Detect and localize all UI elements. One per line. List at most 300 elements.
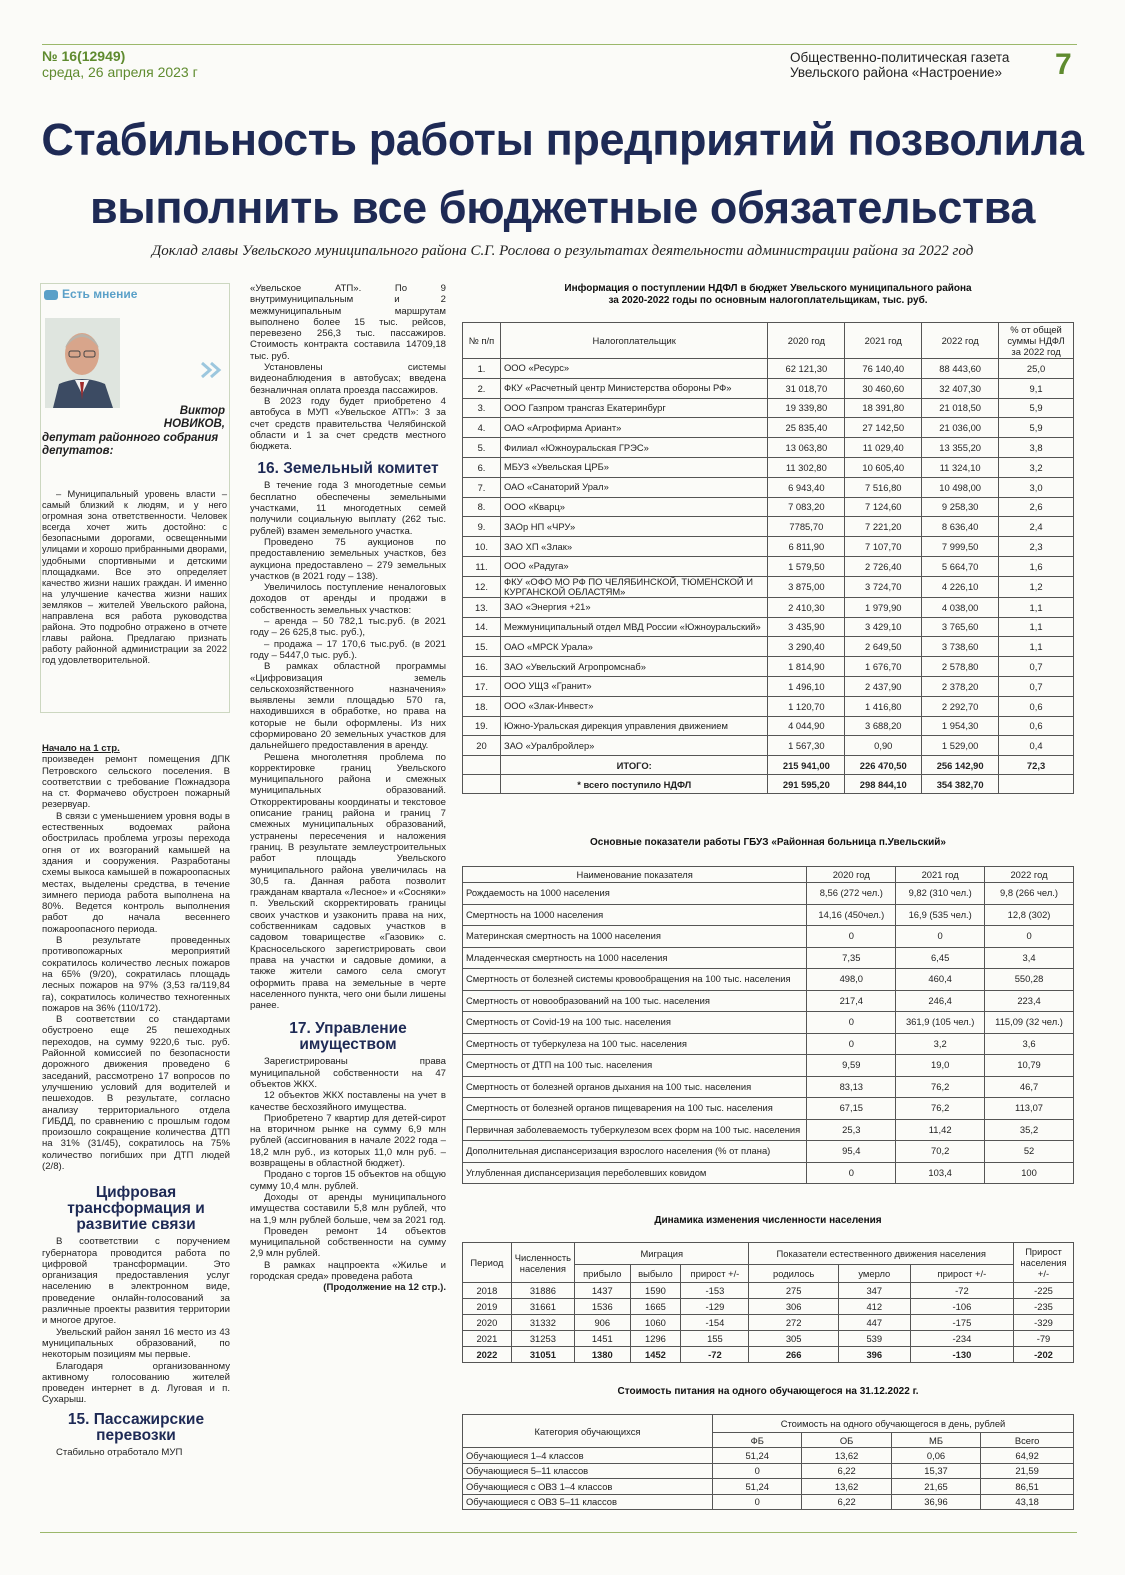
- section-heading-digital: Цифровая трансформация и развитие связи: [67, 1184, 205, 1234]
- value-cell: 7.: [463, 477, 501, 497]
- paragraph: – продажа – 17 170,6 тыс.руб. (в 2021 году – 5447,0 тыс. руб.).: [250, 638, 446, 661]
- col-header-year: 2021 год: [896, 867, 985, 883]
- health-table-title: Основные показатели работы ГБУЗ «Районная больница п.Увельский»: [590, 837, 946, 848]
- taxpayer-cell: ООО УЩЗ «Гранит»: [500, 676, 767, 696]
- value-cell: 1452: [630, 1347, 681, 1363]
- value-cell: 6,22: [802, 1494, 891, 1510]
- value-cell: 539: [838, 1331, 910, 1347]
- col-subheader: родилось: [749, 1265, 838, 1283]
- table-row: [463, 1033, 1074, 1055]
- value-cell: 1 496,10: [768, 676, 845, 696]
- value-cell: 3,8: [999, 438, 1074, 458]
- table-row: [463, 1283, 1074, 1299]
- table-row: [463, 438, 1074, 458]
- issue-block: [42, 48, 198, 80]
- food-table: [462, 1414, 1074, 1510]
- paragraph: Установлены системы видеонаблюдения в автобусах; введена безналичная оплата проезда пассажиров.: [250, 362, 446, 396]
- value-cell: 10 498,00: [922, 477, 999, 497]
- title-line-2: выполнить все бюджетные обязательства: [90, 182, 1035, 233]
- value-cell: 3 765,60: [922, 617, 999, 637]
- value-cell: 0,7: [999, 657, 1074, 677]
- table-row: [463, 736, 1074, 756]
- quote-mark-icon: [196, 355, 226, 385]
- taxpayer-cell: ФКУ «ОФО МО РФ ПО ЧЕЛЯБИНСКОЙ, ТЮМЕНСКОЙ И КУРГАНСКОЙ ОБЛАСТЯМ»: [500, 576, 767, 597]
- value-cell: 2021: [463, 1331, 512, 1347]
- col-subheader: прирост +/-: [910, 1265, 1013, 1283]
- value-cell: 16,9 (535 чел.): [896, 904, 985, 926]
- value-cell: 2 437,90: [845, 676, 922, 696]
- value-cell: 31253: [511, 1331, 574, 1347]
- paragraph: В рамках нацпроекта «Жилье и городская среда» проведена работа: [250, 1259, 446, 1283]
- column-1: [42, 743, 230, 1458]
- value-cell: 18.: [463, 696, 501, 716]
- table-row: [463, 969, 1074, 991]
- taxpayer-cell: Филиал «Южноуральская ГРЭС»: [500, 438, 767, 458]
- value-cell: 21 036,00: [922, 418, 999, 438]
- value-cell: 76,2: [896, 1098, 985, 1120]
- value-cell: 19,0: [896, 1055, 985, 1077]
- paragraph: Увеличилось поступление неналоговых доходов от аренды и продажи в собственность земельных участков:: [250, 582, 446, 616]
- value-cell: 32 407,30: [922, 378, 999, 398]
- table-row: [463, 398, 1074, 418]
- table-row: [463, 517, 1074, 537]
- paragraph: Благодаря организованному активному голосованию жителей проведен интернет в д. Луговая и п. Сухарыш.: [42, 1360, 230, 1406]
- table-row: [463, 904, 1074, 926]
- table-row: [463, 556, 1074, 576]
- value-cell: 2018: [463, 1283, 512, 1299]
- value-cell: 2022: [463, 1347, 512, 1363]
- value-cell: 4 226,10: [922, 576, 999, 597]
- value-cell: 14,16 (450чел.): [807, 904, 896, 926]
- taxpayer-cell: ЗАОр НП «ЧРУ»: [500, 517, 767, 537]
- value-cell: -106: [910, 1299, 1013, 1315]
- value-cell: 3,0: [999, 477, 1074, 497]
- value-cell: 2 649,50: [845, 637, 922, 657]
- value-cell: -130: [910, 1347, 1013, 1363]
- value-cell: 15,37: [891, 1463, 980, 1479]
- value-cell: 62 121,30: [768, 359, 845, 379]
- value-cell: -79: [1014, 1331, 1074, 1347]
- value-cell: 13,62: [802, 1448, 891, 1464]
- col-header-migration: Миграция: [575, 1243, 749, 1265]
- value-cell: 76 140,40: [845, 359, 922, 379]
- table-row: [463, 657, 1074, 677]
- col-subheader: умерло: [838, 1265, 910, 1283]
- value-cell: -129: [681, 1299, 749, 1315]
- value-cell: 906: [575, 1315, 631, 1331]
- section-heading-property: 17. Управление имуществом: [289, 1020, 407, 1054]
- paper-name: [790, 50, 1030, 80]
- value-cell: 13,62: [802, 1479, 891, 1495]
- indicator-cell: Смертность от болезней системы кровообращения на 100 тыс. населения: [463, 969, 807, 991]
- table-row: [463, 1299, 1074, 1315]
- value-cell: 3.: [463, 398, 501, 418]
- paragraph: В связи с уменьшением уровня воды в естественных водоемах района обострилась проблема угрозы перехода огня от их возгораний камышей на здания и сооружения. Разработаны схемы выкоса камышей в пожароопасных местах, выделены средства, в течение зимнего периода работа выполнена на 80%. Ведется контроль выполнения работ до начала весеннего пожароопасного периода.: [42, 810, 230, 935]
- value-cell: 12,8 (302): [985, 904, 1074, 926]
- all-value: 291 595,20: [768, 775, 845, 794]
- value-cell: 1.: [463, 359, 501, 379]
- taxpayer-cell: ООО «Кварц»: [500, 497, 767, 517]
- value-cell: 2019: [463, 1299, 512, 1315]
- value-cell: 3 290,40: [768, 637, 845, 657]
- value-cell: 361,9 (105 чел.): [896, 1012, 985, 1034]
- table-row: [463, 716, 1074, 736]
- table-row: [463, 883, 1074, 905]
- value-cell: 7 107,70: [845, 537, 922, 557]
- value-cell: 31 018,70: [768, 378, 845, 398]
- author-photo: [45, 318, 120, 408]
- category-cell: Обучающиеся 5–11 классов: [463, 1463, 713, 1479]
- continuation-note: Начало на 1 стр.: [42, 743, 120, 754]
- value-cell: 86,51: [981, 1479, 1074, 1495]
- value-cell: -175: [910, 1315, 1013, 1331]
- indicator-cell: Смертность от ДТП на 100 тыс. населения: [463, 1055, 807, 1077]
- value-cell: 0,7: [999, 676, 1074, 696]
- author-first-name: Виктор: [179, 405, 225, 417]
- table-row: [463, 1315, 1074, 1331]
- section-heading-land: 16. Земельный комитет: [257, 460, 439, 478]
- taxpayer-cell: ООО Газпром трансгаз Екатеринбург: [500, 398, 767, 418]
- taxpayer-cell: ЗАО «Уралбройлер»: [500, 736, 767, 756]
- paragraph: Увельский район занял 16 место из 43 муниципальных образований, по некоторым позициям мы первые.: [42, 1326, 230, 1361]
- table-row: [463, 1494, 1074, 1510]
- value-cell: 460,4: [896, 969, 985, 991]
- value-cell: 9,1: [999, 378, 1074, 398]
- value-cell: 31332: [511, 1315, 574, 1331]
- paragraph: Доходы от аренды муниципального имущества составили 5,8 млн рублей, что на 1,9 млн рублей больше, чем за 2021 год.: [250, 1191, 446, 1226]
- value-cell: 3 429,10: [845, 617, 922, 637]
- all-value: 298 844,10: [845, 775, 922, 794]
- value-cell: 31886: [511, 1283, 574, 1299]
- indicator-cell: Смертность от новообразований на 100 тыс. населения: [463, 990, 807, 1012]
- chat-icon: [44, 290, 58, 300]
- value-cell: 3 738,60: [922, 637, 999, 657]
- value-cell: 6.: [463, 457, 501, 477]
- value-cell: 0,06: [891, 1448, 980, 1464]
- value-cell: 31661: [511, 1299, 574, 1315]
- value-cell: 2020: [463, 1315, 512, 1331]
- value-cell: 88 443,60: [922, 359, 999, 379]
- opinion-heading: [44, 287, 137, 301]
- value-cell: 1380: [575, 1347, 631, 1363]
- value-cell: 0,6: [999, 696, 1074, 716]
- value-cell: 3,6: [985, 1033, 1074, 1055]
- taxpayer-cell: ОАО «Санаторий Урал»: [500, 477, 767, 497]
- value-cell: 1590: [630, 1283, 681, 1299]
- value-cell: 2,4: [999, 517, 1074, 537]
- value-cell: 35,2: [985, 1119, 1074, 1141]
- total-value: 72,3: [999, 756, 1074, 775]
- issue-number: № 16(12949): [42, 48, 126, 64]
- value-cell: 2,6: [999, 497, 1074, 517]
- value-cell: 11 302,80: [768, 457, 845, 477]
- col-header-period: Период: [463, 1243, 512, 1283]
- value-cell: 18 391,80: [845, 398, 922, 418]
- value-cell: 4 044,90: [768, 716, 845, 736]
- ndfl-table-title: [462, 283, 1074, 307]
- value-cell: -72: [910, 1283, 1013, 1299]
- author-last-name: НОВИКОВ,: [163, 418, 225, 430]
- taxpayer-cell: Южно-Уральская дирекция управления движением: [500, 716, 767, 736]
- category-cell: Обучающиеся с ОВЗ 5–11 классов: [463, 1494, 713, 1510]
- value-cell: 7 124,60: [845, 497, 922, 517]
- value-cell: 27 142,50: [845, 418, 922, 438]
- value-cell: 272: [749, 1315, 838, 1331]
- ndfl-title-line2: за 2020-2022 годы по основным налогоплательщикам, тыс. руб.: [608, 295, 928, 306]
- paragraph: В 2023 году будет приобретено 4 автобуса в МУП «Увельское АТП»: 3 за счет средств правительства Челябинской области и 1 за счет средств местного бюджета.: [250, 395, 446, 453]
- total-row: [463, 756, 1074, 775]
- value-cell: 3 688,20: [845, 716, 922, 736]
- value-cell: 46,7: [985, 1076, 1074, 1098]
- category-cell: Обучающиеся 1–4 классов: [463, 1448, 713, 1464]
- indicator-cell: Смертность от болезней органов пищеварения на 100 тыс. населения: [463, 1098, 807, 1120]
- population-table-title: Динамика изменения численности населения: [654, 1215, 882, 1226]
- paragraph: Стабильно отработало МУП: [56, 1446, 183, 1458]
- opinion-paragraph: – Муниципальный уровень власти – самый близкий к людям, и у него огромная зона ответственности. Человек всегда хочет жить достойно: с безопасными дорогами, освещенными улицами и хорошо прибранными дворами, удобными спортивными и детскими площадками. Все это определяет качество жизни наших граждан. И именно на улучшение качества жизни наших земляков – жителей Увельского района, направлена вся работа руководства района. Это подробно отражено в отчете главы района. Предлагаю признать работу районной администрации за 2022 год удовлетворительной.: [42, 489, 227, 666]
- value-cell: 17.: [463, 676, 501, 696]
- value-cell: 103,4: [896, 1162, 985, 1184]
- value-cell: 2 578,80: [922, 657, 999, 677]
- col-header-2022: 2022 год: [922, 323, 999, 359]
- food-table-title: Стоимость питания на одного обучающегося на 31.12.2022 г.: [617, 1386, 919, 1397]
- value-cell: 3,4: [985, 947, 1074, 969]
- col-header-indicator: Наименование показателя: [463, 867, 807, 883]
- value-cell: 3 435,90: [768, 617, 845, 637]
- value-cell: 43,18: [981, 1494, 1074, 1510]
- value-cell: 36,96: [891, 1494, 980, 1510]
- table-row: [463, 418, 1074, 438]
- paragraph: Проведен ремонт 14 объектов муниципальной собственности на сумму 2,9 млн рублей.: [250, 1225, 446, 1260]
- value-cell: 1,1: [999, 617, 1074, 637]
- indicator-cell: Смертность от туберкулеза на 100 тыс. населения: [463, 1033, 807, 1055]
- taxpayer-cell: Межмуниципальный отдел МВД России «Южноуральский»: [500, 617, 767, 637]
- total-value: 256 142,90: [922, 756, 999, 775]
- table-row: [463, 1141, 1074, 1163]
- value-cell: 7 999,50: [922, 537, 999, 557]
- table-row: [463, 1448, 1074, 1464]
- value-cell: -225: [1014, 1283, 1074, 1299]
- paragraph: Зарегистрированы права муниципальной собственности на 47 объектов ЖКХ.: [250, 1056, 446, 1090]
- value-cell: 412: [838, 1299, 910, 1315]
- author-role: депутат районного собрания депутатов:: [42, 432, 219, 457]
- population-table: [462, 1242, 1074, 1363]
- value-cell: 6,45: [896, 947, 985, 969]
- value-cell: 11,42: [896, 1119, 985, 1141]
- value-cell: 396: [838, 1347, 910, 1363]
- value-cell: 1 529,00: [922, 736, 999, 756]
- value-cell: 2 378,20: [922, 676, 999, 696]
- value-cell: 9.: [463, 517, 501, 537]
- value-cell: 76,2: [896, 1076, 985, 1098]
- value-cell: 1 567,30: [768, 736, 845, 756]
- value-cell: 7785,70: [768, 517, 845, 537]
- table-row: [463, 947, 1074, 969]
- value-cell: 11.: [463, 556, 501, 576]
- value-cell: 347: [838, 1283, 910, 1299]
- value-cell: 1 954,30: [922, 716, 999, 736]
- all-label: * всего поступило НДФЛ: [500, 775, 767, 794]
- indicator-cell: Рождаемость на 1000 населения: [463, 883, 807, 905]
- table-row: [463, 576, 1074, 597]
- indicator-cell: Смертность от Covid-19 на 100 тыс. населения: [463, 1012, 807, 1034]
- taxpayer-cell: ОАО «Агрофирма Ариант»: [500, 418, 767, 438]
- section-heading-transport: 15. Пассажирские перевозки: [67, 1410, 205, 1444]
- value-cell: 246,4: [896, 990, 985, 1012]
- value-cell: 7 083,20: [768, 497, 845, 517]
- value-cell: 115,09 (32 чел.): [985, 1012, 1074, 1034]
- title-line-1: Стабильность работы предприятий позволила: [41, 114, 1084, 165]
- value-cell: 5 664,70: [922, 556, 999, 576]
- paragraph: произведен ремонт помещения ДПК Петровского сельского поселения. В соответствии с требование Пожнадзора на ст. Формачево обустроен пожарный резервуар.: [42, 754, 230, 811]
- portrait-illustration: [45, 318, 120, 408]
- table-row: [463, 1055, 1074, 1077]
- value-cell: 1 416,80: [845, 696, 922, 716]
- value-cell: 0: [807, 1162, 896, 1184]
- value-cell: 7 516,80: [845, 477, 922, 497]
- value-cell: 2 726,40: [845, 556, 922, 576]
- table-row: [463, 477, 1074, 497]
- col-header-natural: Показатели естественного движения населения: [749, 1243, 1014, 1265]
- value-cell: 3 875,00: [768, 576, 845, 597]
- paragraph: Решена многолетняя проблема по корректировке границ Увельского муниципального района и смежных муниципальных образований. Откорректированы координаты и текстовое описание границ района и границ 7 смежных муниципальных образований, устранены пересечения и наложения границ. В результате землеустроительных работ площадь Увельского муниципального района увеличилась на 30,5 га. Данная работа позволит гражданам квартала «Лесное» и «Сосняки» п. Увельский скорректировать границы своих участков и узаконить права на них, собственникам садовых участков в садовом товариществе «Газовик» с. Красносельского зарегистрировать свои права на участки и садовые домики, а также жители самого села смогут оформить права на земельные в черте населенного пункта, чего они были лишены ранее.: [250, 751, 446, 1012]
- col-header-growth: Прирост населения +/-: [1014, 1243, 1074, 1283]
- value-cell: 7 221,20: [845, 517, 922, 537]
- indicator-cell: Смертность на 1000 населения: [463, 904, 807, 926]
- col-header-2021: 2021 год: [845, 323, 922, 359]
- value-cell: 2 410,30: [768, 597, 845, 617]
- value-cell: 11 029,40: [845, 438, 922, 458]
- taxpayer-cell: ФКУ «Расчетный центр Министерства обороны РФ»: [500, 378, 767, 398]
- col-subheader: Всего: [981, 1433, 1074, 1448]
- table-row: [463, 637, 1074, 657]
- col-subheader: прирост +/-: [681, 1265, 749, 1283]
- taxpayer-cell: ОАО «МРСК Урала»: [500, 637, 767, 657]
- col-subheader: ОБ: [802, 1433, 891, 1448]
- value-cell: 266: [749, 1347, 838, 1363]
- value-cell: 2.: [463, 378, 501, 398]
- indicator-cell: Первичная заболеваемость туберкулезом всех форм на 100 тыс. населения: [463, 1119, 807, 1141]
- table-row: [463, 497, 1074, 517]
- taxpayer-cell: ООО «Ресурс»: [500, 359, 767, 379]
- value-cell: -153: [681, 1283, 749, 1299]
- col-header-year: 2020 год: [807, 867, 896, 883]
- value-cell: 1437: [575, 1283, 631, 1299]
- value-cell: 0: [713, 1494, 802, 1510]
- value-cell: 305: [749, 1331, 838, 1347]
- value-cell: 306: [749, 1299, 838, 1315]
- table-row: [463, 597, 1074, 617]
- empty-cell: [463, 756, 501, 775]
- value-cell: 64,92: [981, 1448, 1074, 1464]
- value-cell: 5,9: [999, 418, 1074, 438]
- value-cell: 21 018,50: [922, 398, 999, 418]
- empty-cell: [999, 775, 1074, 794]
- value-cell: 9,8 (266 чел.): [985, 883, 1074, 905]
- value-cell: 3,2: [896, 1033, 985, 1055]
- table-row: [463, 1347, 1074, 1363]
- value-cell: 550,28: [985, 969, 1074, 991]
- value-cell: 3,2: [999, 457, 1074, 477]
- value-cell: 0: [896, 926, 985, 948]
- value-cell: 51,24: [713, 1479, 802, 1495]
- total-value: 226 470,50: [845, 756, 922, 775]
- value-cell: 1665: [630, 1299, 681, 1315]
- paragraph: В течение года 3 многодетные семьи бесплатно обеспечены земельными участками, 11 многодетных семей получили социальную выплату (262 тыс. рублей) взамен земельного участка.: [250, 480, 446, 537]
- table-row: [463, 1076, 1074, 1098]
- empty-cell: [463, 775, 501, 794]
- paragraph: В соответствии с поручением губернатора проводится работа по цифровой трансформации. Это организация предоставления услуг населению в электронном виде, проведение онлайн-голосований за различные проекты развития территории и многое другое.: [42, 1236, 230, 1327]
- value-cell: 1060: [630, 1315, 681, 1331]
- value-cell: 6 943,40: [768, 477, 845, 497]
- value-cell: 10.: [463, 537, 501, 557]
- value-cell: -234: [910, 1331, 1013, 1347]
- value-cell: 1 676,70: [845, 657, 922, 677]
- health-table: [462, 866, 1074, 1184]
- table-row: [463, 1162, 1074, 1184]
- value-cell: 19.: [463, 716, 501, 736]
- col-header-cost: Стоимость на одного обучающегося в день, рублей: [713, 1415, 1074, 1433]
- value-cell: 13 063,80: [768, 438, 845, 458]
- value-cell: 0,4: [999, 736, 1074, 756]
- taxpayer-cell: ООО «Радуга»: [500, 556, 767, 576]
- value-cell: -235: [1014, 1299, 1074, 1315]
- all-value: 354 382,70: [922, 775, 999, 794]
- col-header-2020: 2020 год: [768, 323, 845, 359]
- value-cell: 16.: [463, 657, 501, 677]
- continuation-link: (Продолжение на 12 стр.).: [323, 1282, 446, 1294]
- value-cell: 20: [463, 736, 501, 756]
- value-cell: 9,82 (310 чел.): [896, 883, 985, 905]
- table-row: [463, 457, 1074, 477]
- value-cell: 95,4: [807, 1141, 896, 1163]
- paragraph: В результате проведенных противопожарных мероприятий сократилось количество лесных пожаров на 65% (9/20), сократилась площадь лесных пожаров на 97% (3,53 га/119,84 га), сократилось количество техногенных пожаров на 36% (110/172).: [42, 935, 230, 1014]
- value-cell: 0: [807, 1033, 896, 1055]
- indicator-cell: Младенческая смертность на 1000 населения: [463, 947, 807, 969]
- table-row: [463, 617, 1074, 637]
- value-cell: 0,90: [845, 736, 922, 756]
- taxpayer-cell: ЗАО ХП «Злак»: [500, 537, 767, 557]
- value-cell: 498,0: [807, 969, 896, 991]
- value-cell: 14.: [463, 617, 501, 637]
- paragraph: Продано с торгов 15 объектов на общую сумму 10,4 млн. рублей.: [250, 1169, 446, 1192]
- col-subheader: выбыло: [630, 1265, 681, 1283]
- value-cell: 13 355,20: [922, 438, 999, 458]
- value-cell: 223,4: [985, 990, 1074, 1012]
- table-row: [463, 359, 1074, 379]
- col-header-category: Категория обучающихся: [463, 1415, 713, 1448]
- paragraph: «Увельское АТП». По 9 внутримуниципальным и 2 межмуниципальным маршрутам выполнено более 15 тыс. рейсов, перевезено 256,3 тыс. пассажиров. Стоимость контракта составила 14709,18 тыс. руб.: [250, 283, 446, 362]
- value-cell: 12.: [463, 576, 501, 597]
- value-cell: 1536: [575, 1299, 631, 1315]
- category-cell: Обучающиеся с ОВЗ 1–4 классов: [463, 1479, 713, 1495]
- value-cell: 2 292,70: [922, 696, 999, 716]
- col-header-year: 2022 год: [985, 867, 1074, 883]
- paragraph: Приобретено 7 квартир для детей-сирот на вторичном рынке на сумму 6,9 млн рублей (ассигнования в начале 2022 года – 18,2 млн руб., из которых 11,0 млн руб. – возвращены в областной бюджет).: [250, 1112, 446, 1170]
- ndfl-table: [462, 322, 1074, 794]
- table-row: [463, 1012, 1074, 1034]
- value-cell: 6 811,90: [768, 537, 845, 557]
- col-subheader: МБ: [891, 1433, 980, 1448]
- taxpayer-cell: ЗАО «Увельский Агропромснаб»: [500, 657, 767, 677]
- total-label: ИТОГО:: [500, 756, 767, 775]
- table-row: [463, 1479, 1074, 1495]
- page-number: 7: [1055, 48, 1072, 81]
- col-subheader: прибыло: [575, 1265, 631, 1283]
- value-cell: 1 814,90: [768, 657, 845, 677]
- column-2: [250, 283, 446, 1294]
- value-cell: 0: [807, 1012, 896, 1034]
- taxpayer-cell: ООО «Злак-Инвест»: [500, 696, 767, 716]
